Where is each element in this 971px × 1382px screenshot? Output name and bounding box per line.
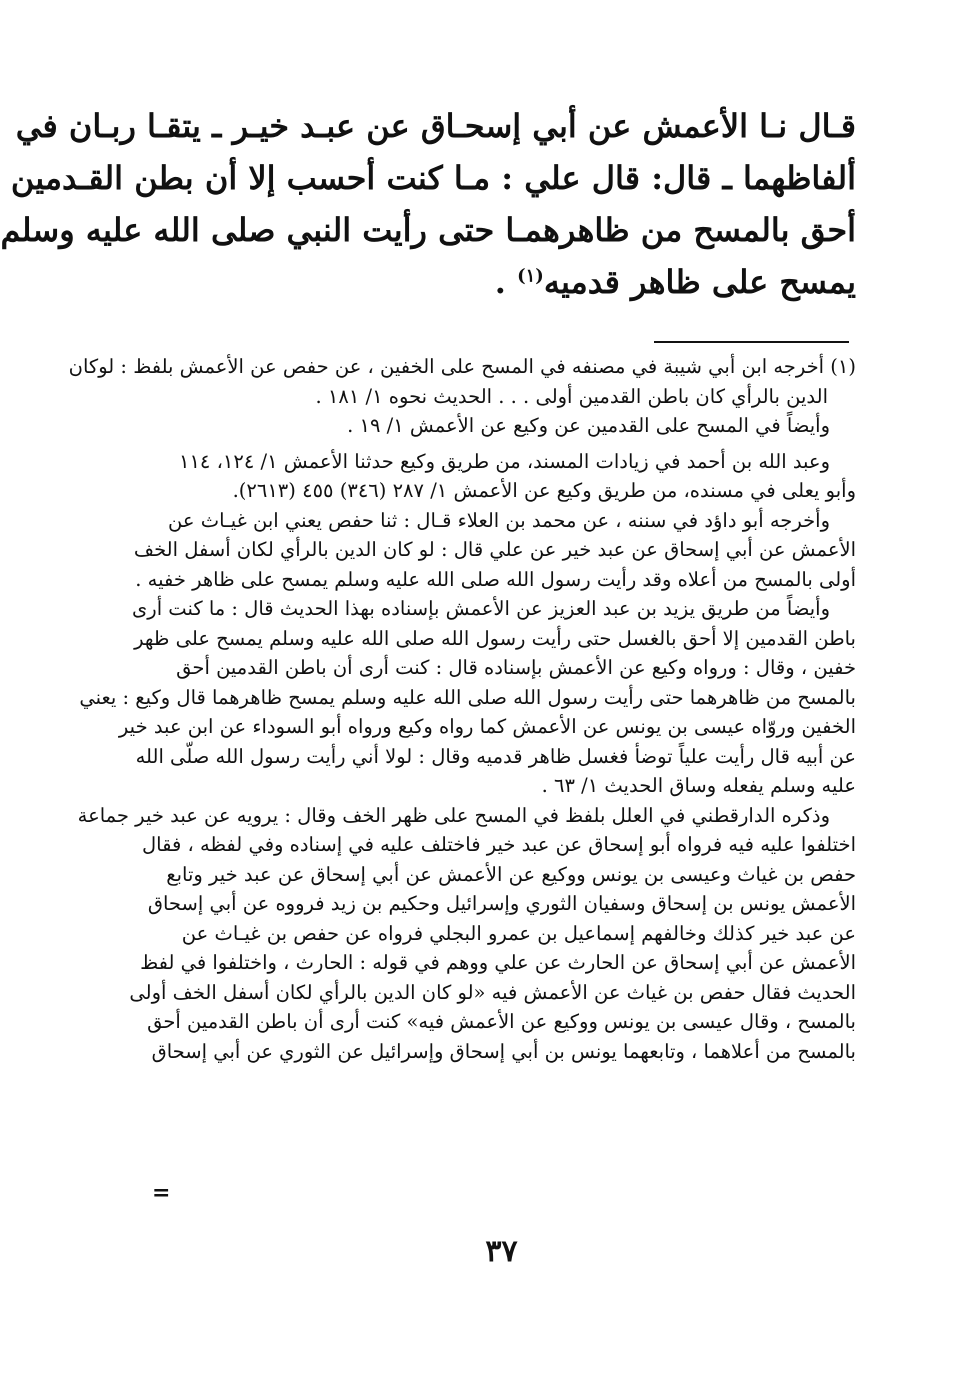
main-text-line: أحق بالمسح من ظاهرهمـا حتى رأيت النبي صلى الله عليه وسلم: [0, 211, 856, 249]
footnote-line: بالمسح ، وقال عيسى بن يونس ووكيع عن الأعمش فيه» كنت أرى أن باطن القدمين أحق: [147, 1010, 856, 1033]
footnote-line: بالمسح من أعلاهما ، وتابعهما يونس بن أبي إسحاق وإسرائيل عن الثوري عن أبي إسحاق: [151, 1039, 856, 1063]
footnote-line: وذكره الدارقطني في العلل بلفظ في المسح على ظهر الخف وقال : يرويه عن عبد خير جماعة: [77, 803, 830, 827]
footnote-line: الحديث فقال حفص بن غياث عن الأعمش فيه «لو كان الدين بالرأي لكان أسفل الخف أولى: [129, 980, 856, 1004]
footnote-separator: [654, 341, 849, 343]
footnote-line: الأعمش عن أبي إسحاق عن عبد خير عن علي قال : لو كان الدين بالرأي لكان أسفل الخف: [133, 538, 856, 561]
main-text-line: قـال نـا الأعمش عن أبي إسحـاق عن عبـد خيـر ـ يتقـا ربـان في: [15, 107, 856, 145]
footnote-line: وأبو يعلى في مسنده، من طريق وكيع عن الأعمش ١/ ٢٨٧ (٣٤٦) ٤٥٥ (٢٦١٣).: [232, 479, 856, 502]
footnote-line: خفين ، وقال : ورواه وكيع عن الأعمش بإسناده قال : كنت أرى أن باطن القدمين أحق: [176, 656, 856, 679]
main-text: [0, 100, 856, 308]
footnote-line: وأيضاً في المسح على القدمين عن وكيع عن الأعمش ١/ ١٩ .: [347, 414, 830, 437]
footnote-line: (١) أخرجه ابن أبي شيبة في مصنفه في المسح على الخفين ، عن حفص عن الأعمش بلفظ : لوكان: [68, 355, 856, 378]
footnote-line: اختلفوا عليه فيه فرواه أبو إسحاق عن عبد خير فاختلف عليه في إسناده وفي لفظه ، فقال: [142, 833, 856, 856]
continuation-mark: =: [152, 1180, 171, 1206]
footnote-line: بالمسح من ظاهرهما حتى رأيت رسول الله صلى الله عليه وسلم يمسح ظاهرهما قال وكيع : يعني: [79, 685, 856, 709]
main-text-line-last: [144, 256, 856, 308]
end-punctuation: .: [494, 263, 506, 301]
footnote-line: الأعمش عن أبي إسحاق عن الحارث عن علي ووهم في قوله : الحارث ، واختلفوا في لفظ: [140, 951, 856, 974]
footnote-line: وأيضاً من طريق يزيد بن عبد العزيز عن الأعمش بإسناده بهذا الحديث قال : ما كنت أرى: [132, 597, 830, 620]
footnote-line: أولى بالمسح من أعلاه وقد رأيت رسول الله صلى الله عليه وسلم يمسح على ظاهر خفيه .: [135, 567, 856, 591]
footnote-line: الدين بالرأي كان باطن القدمين أولى . . . الحديث نحوه ١/ ١٨١ .: [315, 384, 828, 408]
footnote-line: الأعمش يونس بن إسحاق وسفيان الثوري وإسرائيل وحكيم بن زيد فرووه عن أبي إسحاق: [147, 892, 856, 915]
footnote-line: عن أبيه قال رأيت علياً توضأ فغسل ظاهر قدميه وقال : لولا أني رأيت رسول الله صلّى الله: [135, 744, 856, 768]
footnote-line: الخفين وروّاه عيسى بن يونس عن الأعمش كما رواه وكيع ورواه أبو السوداء عن ابن عبد خير: [118, 715, 856, 738]
footnote-line: باطن القدمين إلا أحق بالغسل حتى رأيت رسول الله صلى الله عليه وسلم يمسح على ظهر: [134, 626, 856, 650]
footnote-line: عن عبد خير كذلك وخالفهم إسماعيل بن عمرو البجلي فرواه عن حفص بن غيـاث عن: [181, 921, 856, 945]
footnote-line: وعبد الله بن أحمد في زيادات المسند، من طريق وكيع حدثنا الأعمش ١/ ١٢٤، ١١٤: [178, 449, 830, 473]
footnotes: [68, 352, 856, 1066]
footnote-line: حفص بن غياث وعيسى بن يونس ووكيع عن الأعمش عن أبي إسحاق عن عبد خير وتابع: [166, 862, 856, 886]
main-text-line: ألفاظهما ـ قال: قال علي : مـا كنت أحسب إلا أن بطن القـدمين: [10, 159, 856, 197]
footnote-reference: (١): [517, 265, 544, 287]
page-number: ٣٧: [485, 1234, 518, 1269]
footnote-line: وأخرجه أبو داؤد في سننه ، عن محمد بن العلاء قـال : ثنا حفص يعني ابن غيـاث عن: [168, 508, 830, 532]
footnote-line: عليه وسلم يفعله وساق الحديث ١/ ٦٣ .: [541, 774, 856, 797]
main-text-line-content: يمسح على ظاهر قدميه: [543, 263, 856, 301]
